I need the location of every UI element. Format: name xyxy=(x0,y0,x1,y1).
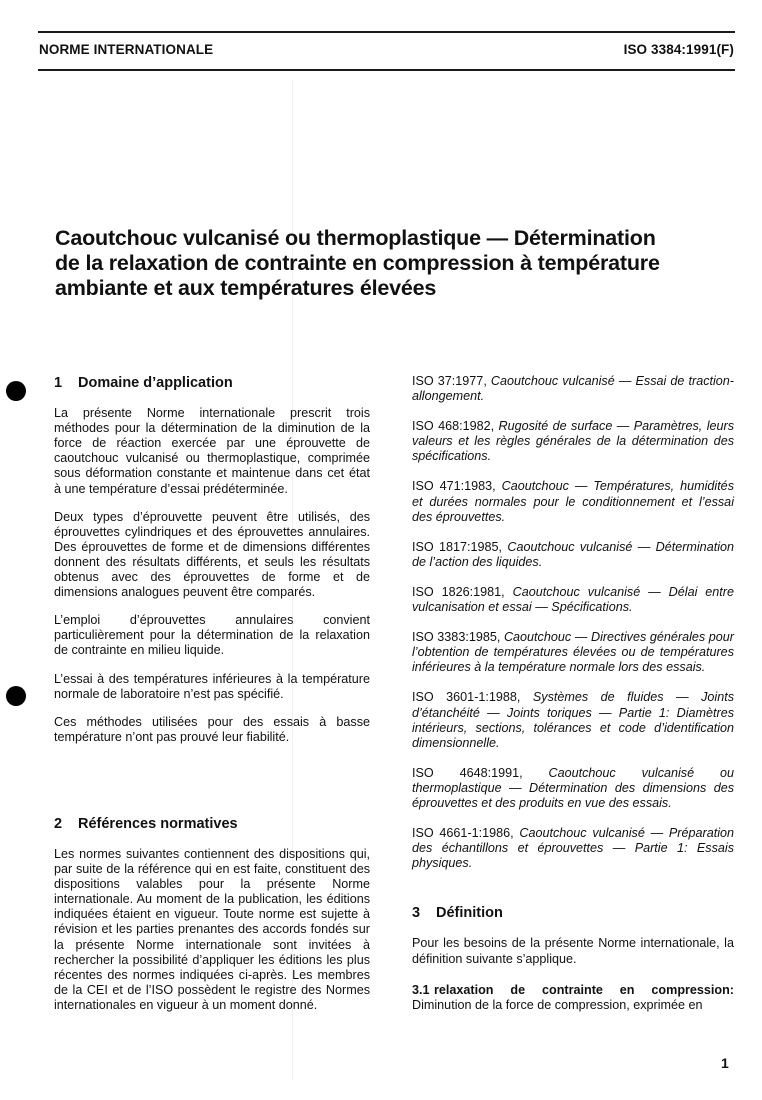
header-top-rule xyxy=(38,31,735,33)
normative-reference xyxy=(412,690,734,750)
header-document-type: NORME INTERNATIONALE xyxy=(39,42,214,57)
section-1-heading xyxy=(54,376,370,391)
reference-title: Caoutchouc — Températures, humidités et durées normales pour le conditionnement et l’essai des éprouvettes. xyxy=(412,479,734,524)
definition-text: Diminution de la force de compression, exprimée en xyxy=(412,997,703,1012)
document-title xyxy=(55,226,715,301)
paragraph: L’essai à des températures inférieures à la température normale de laboratoire n’est pas spécifié. xyxy=(54,671,370,701)
right-column xyxy=(412,374,734,1026)
title-line: de la relaxation de contrainte en compression à température xyxy=(55,251,660,275)
definition-paragraph xyxy=(412,983,734,1013)
reference-code: ISO 471:1983, xyxy=(412,479,496,494)
reference-title: Caoutchouc — Directives générales pour l’obtention de températures élevées ou de températures inférieures à la température normale lors des essais. xyxy=(412,630,734,675)
paragraph: Pour les besoins de la présente Norme internationale, la définition suivante s’applique. xyxy=(412,936,734,966)
title-line: Caoutchouc vulcanisé ou thermoplastique — Détermination xyxy=(55,226,656,250)
header-standard-number: ISO 3384:1991(F) xyxy=(623,42,734,57)
section-number: 3 xyxy=(412,905,421,922)
paragraph: L’emploi d’éprouvettes annulaires convient particulièrement pour la détermination de la relaxation de contrainte en milieu liquide. xyxy=(54,613,370,658)
reference-code: ISO 1817:1985, xyxy=(412,539,503,554)
reference-code: ISO 37:1977, xyxy=(412,374,487,388)
reference-code: ISO 4661-1:1986, xyxy=(412,826,514,841)
normative-reference xyxy=(412,419,734,464)
definition-number: 3.1 xyxy=(412,982,430,997)
normative-reference xyxy=(412,479,734,524)
change-marker-bullet-icon xyxy=(6,381,26,401)
reference-code: ISO 3601-1:1988, xyxy=(412,690,521,705)
normative-reference xyxy=(412,585,734,615)
paragraph: Les normes suivantes contiennent des dispositions qui, par suite de la référence qui en est faite, constituent des dispositions valables pour la présente Norme internationale. Au moment de la publication, les éditions indiquées étaient en vigueur. Toute norme est sujette à révision et les parties prenantes des accords fondés sur la présente Norme internationale sont invitées à rechercher la possibilité d’appliquer les éditions les plus récentes des normes indiquées ci-après. Les membres de la CEI et de l’ISO possèdent le registre des Normes internationales en vigueur à un moment donné. xyxy=(54,846,370,1012)
section-number: 2 xyxy=(54,815,63,832)
normative-reference xyxy=(412,826,734,871)
reference-code: ISO 1826:1981, xyxy=(412,584,505,599)
reference-title: Caoutchouc vulcanisé — Préparation des échantillons et éprouvettes — Partie 1: Essais physiques. xyxy=(412,826,734,871)
reference-title: Caoutchouc vulcanisé — Détermination de l’action des liquides. xyxy=(412,539,734,569)
reference-title: Rugosité de surface — Paramètres, leurs valeurs et les règles générales de la détermination des spécifications. xyxy=(412,419,734,464)
reference-title: Caoutchouc vulcanisé — Essai de traction-allongement. xyxy=(412,374,735,404)
paragraph: Ces méthodes utilisées pour des essais à basse température n’ont pas prouvé leur fiabilité. xyxy=(54,714,370,744)
normative-reference xyxy=(412,766,734,811)
paragraph: La présente Norme internationale prescrit trois méthodes pour la détermination de la diminution de la force de réaction exercée par une éprouvette de caoutchouc vulcanisé ou thermoplastique, comprimée sous déformation constante et maintenue dans cet état à une température d’essai prédéterminée. xyxy=(54,406,370,496)
normative-reference xyxy=(412,540,734,570)
left-column xyxy=(54,376,370,1026)
section-number: 1 xyxy=(54,375,63,391)
section-title: Domaine d’application xyxy=(78,375,233,391)
change-marker-bullet-icon xyxy=(6,686,26,706)
paragraph: Deux types d’éprouvette peuvent être utilisés, des éprouvettes cylindriques et des éprouvettes annulaires. Des éprouvettes de forme et de dimensions différentes donnent des résultats différents, et seuls les résultats obtenus avec des éprouvettes de forme et de dimensions analogues peuvent être comparés. xyxy=(54,509,370,600)
section-title: Références normatives xyxy=(78,815,238,832)
section-2-heading xyxy=(54,817,370,832)
section-title: Définition xyxy=(436,905,503,922)
reference-code: ISO 468:1982, xyxy=(412,419,495,434)
normative-reference xyxy=(412,630,734,675)
reference-title: Caoutchouc vulcanisé — Délai entre vulcanisation et essai — Spécifications. xyxy=(412,584,734,615)
definition-term: relaxation de contrainte en compression: xyxy=(434,982,734,997)
page-number: 1 xyxy=(721,1055,729,1071)
normative-reference xyxy=(412,374,734,404)
reference-code: ISO 4648:1991, xyxy=(412,765,523,780)
header-bottom-rule xyxy=(38,69,735,71)
reference-title: Caoutchouc vulcanisé ou thermoplastique — Détermination des dimensions des éprouvettes et des produits en vue des essais. xyxy=(412,765,734,810)
title-line: ambiante et aux températures élevées xyxy=(55,276,437,300)
reference-title: Systèmes de fluides — Joints d’étanchéité — Joints toriques — Partie 1: Diamètres intérieurs, sections, tolérances et code d’identification dimensionnelle. xyxy=(412,690,734,750)
section-3-heading xyxy=(412,906,734,921)
reference-code: ISO 3383:1985, xyxy=(412,630,501,645)
